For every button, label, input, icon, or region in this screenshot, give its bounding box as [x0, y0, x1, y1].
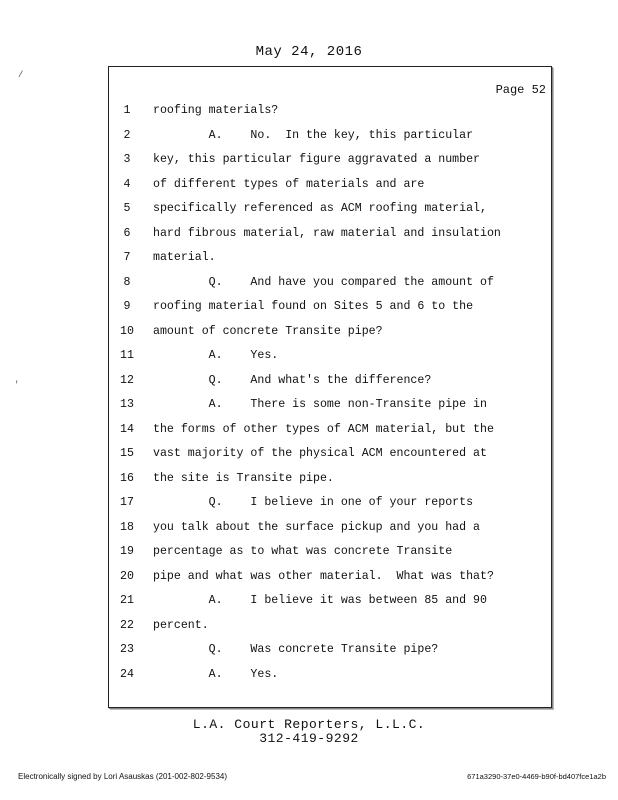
line-number: 7 — [123, 251, 131, 264]
line-text: Q. And have you compared the amount of — [153, 275, 494, 289]
line-text: key, this particular figure aggravated a number — [153, 153, 480, 166]
line-number: 6 — [123, 226, 131, 240]
line-number: 18 — [120, 520, 134, 534]
line-number: 2 — [123, 128, 131, 142]
line-text: the site is Transite pipe. — [153, 471, 334, 485]
document-id: 671a3290-37e0-4469-b90f-bd407fce1a2b — [467, 772, 606, 781]
line-text: A. I believe it was between 85 and 90 — [153, 594, 487, 607]
line-text: pipe and what was other material. What was that? — [153, 569, 494, 583]
line-text: A. There is some non-Transite pipe in — [153, 398, 487, 411]
line-text: vast majority of the physical ACM encountered at — [153, 447, 487, 460]
electronic-signature: Electronically signed by Lori Asauskas (201-002-802-9534) — [18, 772, 228, 781]
court-reporter-phone: 312-419-9292 — [259, 731, 359, 746]
line-number: 15 — [120, 447, 134, 460]
line-number: 17 — [120, 496, 134, 509]
line-text: A. No. In the key, this particular — [153, 128, 474, 142]
court-reporter-name: L.A. Court Reporters, L.L.C. — [192, 717, 426, 732]
line-text: percentage as to what was concrete Transite — [153, 545, 453, 558]
line-text: amount of concrete Transite pipe? — [153, 324, 383, 338]
line-text: Q. Was concrete Transite pipe? — [153, 643, 439, 656]
line-number: 1 — [123, 104, 131, 117]
line-text: you talk about the surface pickup and you had a — [153, 520, 480, 534]
line-number: 16 — [120, 471, 134, 485]
line-number: 12 — [120, 373, 134, 387]
line-text: Q. And what's the difference? — [153, 373, 432, 387]
page-number: Page 52 — [495, 83, 546, 97]
line-text: roofing materials? — [153, 104, 279, 117]
line-text: roofing material found on Sites 5 and 6 to the — [153, 300, 474, 313]
line-number: 19 — [120, 545, 134, 558]
line-number: 20 — [120, 569, 134, 583]
scan-mark: / — [18, 70, 24, 80]
line-number: 11 — [120, 349, 134, 362]
line-number: 5 — [123, 202, 131, 215]
line-number: 3 — [123, 153, 131, 166]
line-number: 8 — [123, 275, 131, 289]
line-number: 14 — [120, 422, 134, 436]
line-number: 24 — [120, 667, 134, 681]
line-text: A. Yes. — [153, 349, 279, 362]
line-text: hard fibrous material, raw material and insulation — [153, 226, 501, 240]
line-text: specifically referenced as ACM roofing material, — [153, 202, 487, 215]
line-text: A. Yes. — [153, 667, 279, 681]
line-number: 4 — [123, 177, 131, 191]
line-text: Q. I believe in one of your reports — [153, 496, 474, 509]
line-number: 23 — [120, 643, 134, 656]
line-number: 9 — [123, 300, 131, 313]
line-text: the forms of other types of ACM material, but the — [153, 422, 494, 436]
line-text: material. — [153, 251, 216, 264]
line-number: 10 — [120, 324, 134, 338]
line-number: 13 — [120, 398, 134, 411]
line-text: of different types of materials and are — [153, 177, 425, 191]
line-number: 21 — [120, 594, 134, 607]
line-text: percent. — [153, 618, 209, 632]
scan-mark: ' — [14, 380, 20, 390]
line-number: 22 — [120, 618, 134, 632]
header-date: May 24, 2016 — [255, 44, 363, 60]
